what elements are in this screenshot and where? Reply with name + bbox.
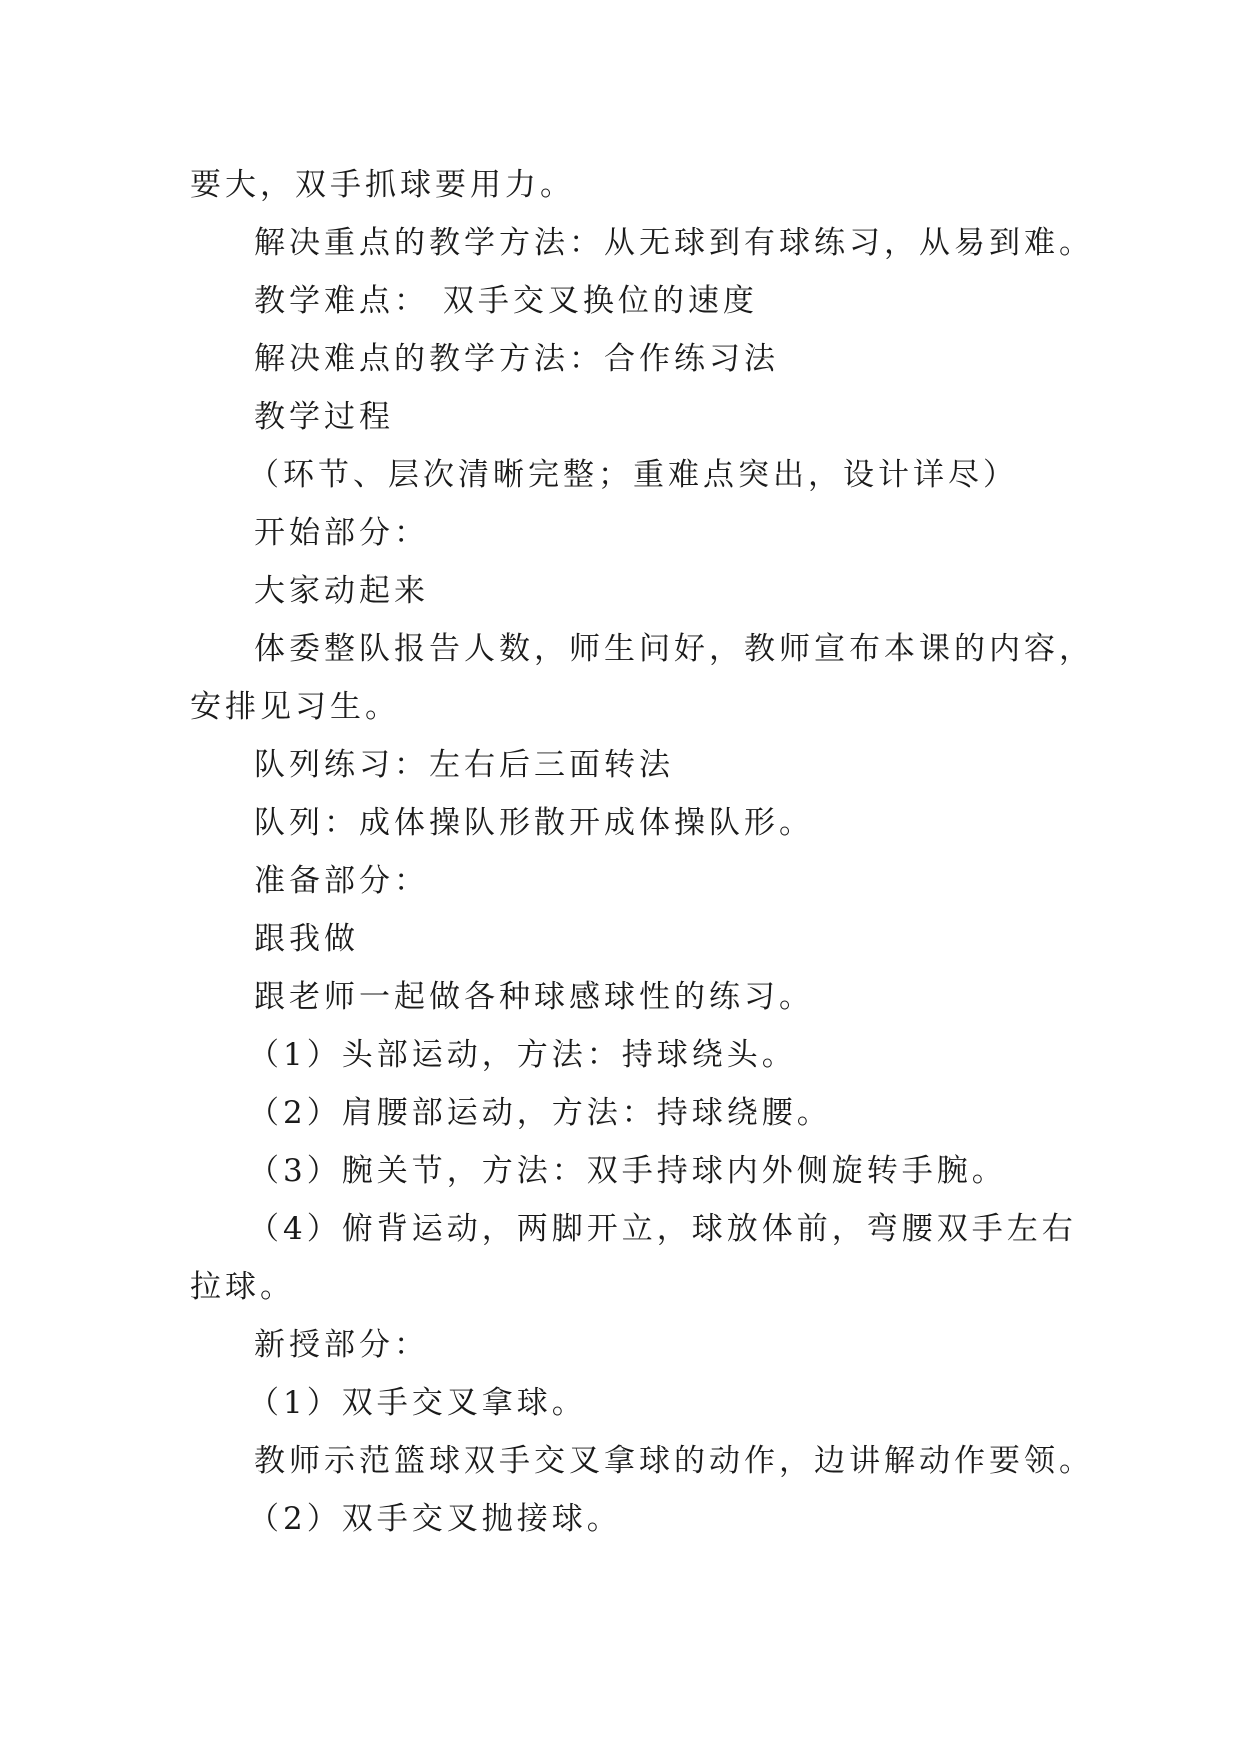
paragraph-line: 解决重点的教学方法：从无球到有球练习，从易到难。 bbox=[254, 225, 1094, 261]
paragraph-line: （环节、层次清晰完整；重难点突出，设计详尽） bbox=[248, 457, 1018, 493]
paragraph-line: 教学难点： 双手交叉换位的速度 bbox=[254, 283, 758, 319]
paragraph-line: 大家动起来 bbox=[254, 573, 429, 609]
paragraph-line: 教师示范篮球双手交叉拿球的动作，边讲解动作要领。 bbox=[254, 1443, 1094, 1479]
section-heading: 准备部分： bbox=[254, 863, 429, 899]
paragraph-line: 要大，双手抓球要用力。 bbox=[190, 167, 575, 203]
list-item: （2）肩腰部运动，方法：持球绕腰。 bbox=[248, 1095, 832, 1131]
paragraph-line: 跟老师一起做各种球感球性的练习。 bbox=[254, 979, 814, 1015]
paragraph-line: 安排见习生。 bbox=[190, 689, 400, 725]
paragraph-line: 队列：成体操队形散开成体操队形。 bbox=[254, 805, 814, 841]
paragraph-line: 体委整队报告人数，师生问好，教师宣布本课的内容， bbox=[254, 631, 1094, 667]
list-item: （3）腕关节，方法：双手持球内外侧旋转手腕。 bbox=[248, 1153, 1007, 1189]
paragraph-line: 解决难点的教学方法：合作练习法 bbox=[254, 341, 779, 377]
section-heading: 新授部分： bbox=[254, 1327, 429, 1363]
section-heading: 开始部分： bbox=[254, 515, 429, 551]
list-item: （2）双手交叉抛接球。 bbox=[248, 1501, 622, 1537]
paragraph-line: 拉球。 bbox=[190, 1269, 295, 1305]
list-item: （1）头部运动，方法：持球绕头。 bbox=[248, 1037, 797, 1073]
section-heading: 教学过程 bbox=[254, 399, 394, 435]
paragraph-line: 跟我做 bbox=[254, 921, 359, 957]
paragraph-line: 队列练习：左右后三面转法 bbox=[254, 747, 674, 783]
list-item: （1）双手交叉拿球。 bbox=[248, 1385, 587, 1421]
list-item: （4）俯背运动，两脚开立，球放体前，弯腰双手左右 bbox=[248, 1211, 1077, 1247]
